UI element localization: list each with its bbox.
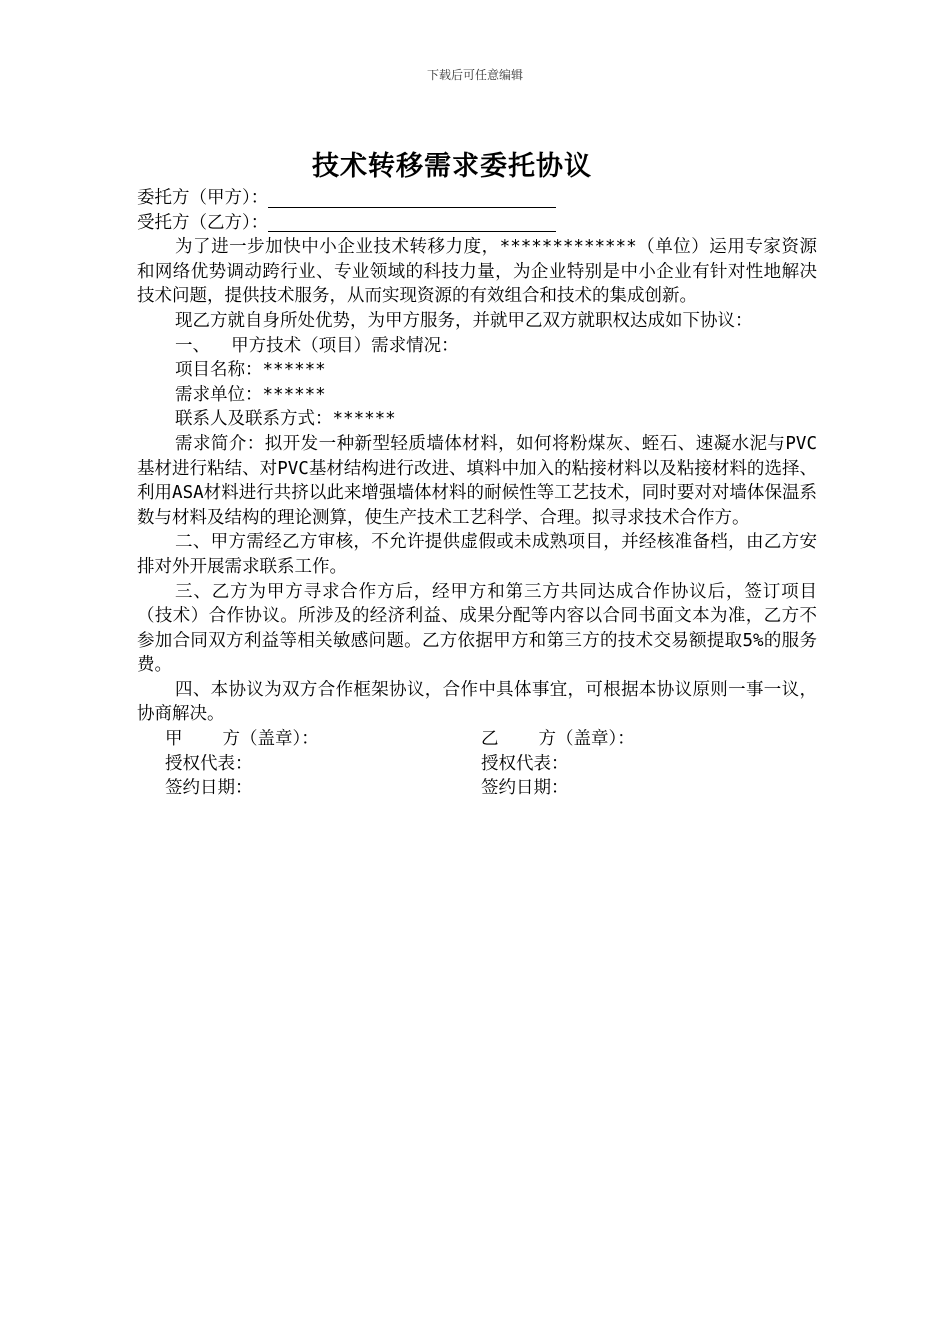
intro-paragraph: 为了进一步加快中小企业技术转移力度，*************（单位）运用专家资源和网络优势调动跨行业、专业领域的科技力量，为企业特别是中小企业有针对性地解决技术问题，提供技术服务，从而实现资源的有效组合和技术的集成创新。 xyxy=(137,237,817,307)
party-b-date-label: 签约日期： xyxy=(481,778,569,799)
demand-unit-line: 需求单位：****** xyxy=(175,384,326,405)
client-party-blank xyxy=(268,189,556,208)
agent-party-blank xyxy=(268,213,556,232)
contact-line: 联系人及联系方式：****** xyxy=(175,409,396,430)
agent-party-line xyxy=(137,211,817,236)
party-a-char: 甲 xyxy=(165,729,183,750)
party-a-date-label: 签约日期： xyxy=(165,778,253,799)
signature-seal-row xyxy=(137,727,817,752)
party-b-char: 乙 xyxy=(481,729,499,750)
section1-heading: 一、 甲方技术（项目）需求情况： xyxy=(175,335,459,356)
demand-summary-paragraph: 需求简介：拟开发一种新型轻质墙体材料，如何将粉煤灰、蛭石、速凝水泥与PVC基材进行粘结、对PVC基材结构进行改进、填料中加入的粘接材料以及粘接材料的选择、利用ASA材料进行共挤以此来增强墙体材料的耐候性等工艺技术，同时要对对墙体保温系数与材料及结构的理论测算，使生产技术工艺科学、合理。拟寻求技术合作方。 xyxy=(137,433,817,528)
party-a-seal xyxy=(137,727,481,752)
section4-paragraph: 四、本协议为双方合作框架协议，合作中具体事宜，可根据本协议原则一事一议，协商解决。 xyxy=(137,679,817,725)
section3-paragraph: 三、乙方为甲方寻求合作方后，经甲方和第三方共同达成合作协议后，签订项目（技术）合作协议。所涉及的经济利益、成果分配等内容以合同书面文本为准，乙方不参加合同双方利益等相关敏感问题。乙方依据甲方和第三方的技术交易额提取5%的服务费。 xyxy=(137,581,817,676)
signature-rep-row xyxy=(137,752,817,777)
document-body xyxy=(137,186,817,801)
client-party-line xyxy=(137,186,817,211)
agent-party-label: 受托方（乙方）： xyxy=(137,212,269,233)
agreement-paragraph: 现乙方就自身所处优势，为甲方服务，并就甲乙双方就职权达成如下协议： xyxy=(175,310,753,331)
party-a-seal-label: 方（盖章）： xyxy=(222,729,319,750)
signature-date-row xyxy=(137,776,817,801)
party-b-seal-label: 方（盖章）： xyxy=(538,729,635,750)
section2-paragraph: 二、甲方需经乙方审核，不允许提供虚假或未成熟项目，并经核准备档，由乙方安排对外开展需求联系工作。 xyxy=(137,532,817,577)
client-party-label: 委托方（甲方）： xyxy=(137,188,269,208)
page-header-note: 下载后可任意编辑 xyxy=(426,68,523,82)
party-a-rep-label: 授权代表： xyxy=(165,753,253,774)
document-title: 技术转移需求委托协议 xyxy=(312,151,592,182)
party-b-seal xyxy=(481,727,817,752)
project-name-line: 项目名称：****** xyxy=(175,360,326,381)
party-b-rep-label: 授权代表： xyxy=(481,753,569,774)
